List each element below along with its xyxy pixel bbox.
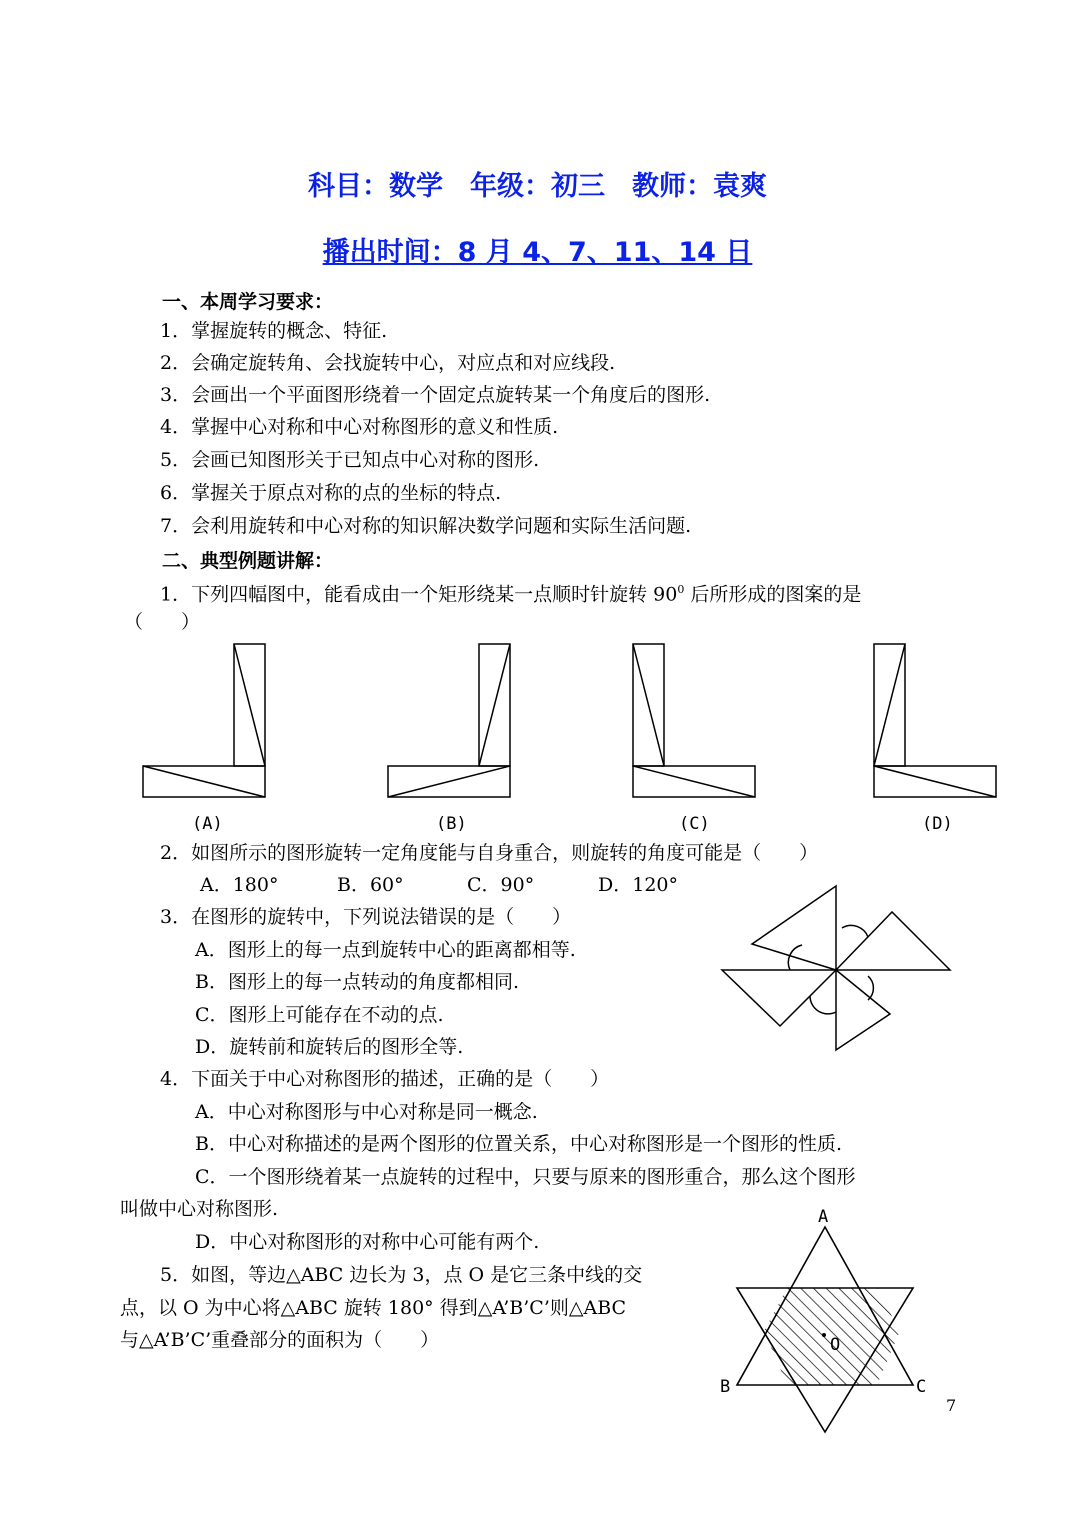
- label-o: O: [830, 1335, 841, 1355]
- pinwheel-figure: [718, 882, 954, 1052]
- q5-line-1: 5．如图，等边△ABC 边长为 3，点 O 是它三条中线的交: [160, 1264, 643, 1286]
- q1-text-part2: 后所形成的图案的是: [684, 583, 862, 606]
- q5-line-2: 点，以 O 为中心将△ABC 旋转 180° 得到△A’B’C’则△ABC: [120, 1297, 627, 1319]
- q1-figure-a: [143, 644, 265, 797]
- page-number: 7: [946, 1396, 957, 1415]
- q4-option-b: B．中心对称描述的是两个图形的位置关系，中心对称图形是一个图形的性质.: [195, 1133, 843, 1155]
- q3-text: 3．在图形的旋转中，下列说法错误的是（ ）: [160, 906, 572, 928]
- broadcast-time: 播出时间：8 月 4、7、11、14 日: [322, 237, 753, 268]
- requirement-1: 1．掌握旋转的概念、特征.: [160, 320, 388, 342]
- q1-figure-d: [874, 644, 996, 797]
- q1-label-c: (C): [679, 814, 710, 834]
- page-title: 科目：数学 年级：初三 教师：袁爽: [308, 171, 767, 202]
- requirement-5: 5．会画已知图形关于已知点中心对称的图形.: [160, 449, 540, 471]
- requirement-7: 7．会利用旋转和中心对称的知识解决数学问题和实际生活问题.: [160, 515, 692, 537]
- q1-blank: （ ）: [124, 611, 201, 633]
- q2-text: 2．如图所示的图形旋转一定角度能与自身重合，则旋转的角度可能是（ ）: [160, 842, 819, 864]
- q1-label-b: (B): [436, 814, 467, 834]
- triangle-figure: [712, 1200, 952, 1445]
- q3-option-c: C．图形上可能存在不动的点.: [195, 1004, 444, 1026]
- q4-option-d: D．中心对称图形的对称中心可能有两个.: [195, 1231, 540, 1253]
- label-b: B: [720, 1377, 731, 1397]
- q1-superscript: 0: [677, 583, 685, 596]
- q1-text: [160, 577, 861, 607]
- q4-text: 4．下面关于中心对称图形的描述，正确的是（ ）: [160, 1068, 610, 1090]
- label-a: A: [818, 1207, 829, 1227]
- q4-option-a: A．中心对称图形与中心对称是同一概念.: [195, 1101, 538, 1123]
- q5-line-3: 与△A’B’C’重叠部分的面积为（ ）: [120, 1329, 440, 1351]
- q3-option-b: B．图形上的每一点转动的角度都相同.: [195, 971, 520, 993]
- q2-option-b: B．60°: [337, 874, 404, 896]
- label-c: C: [916, 1377, 927, 1397]
- q1-figure-c: [633, 644, 755, 797]
- q1-label-a: (A): [192, 814, 223, 834]
- q1-figure-b: [388, 644, 510, 797]
- q3-option-d: D．旋转前和旋转后的图形全等.: [195, 1036, 464, 1058]
- q2-option-c: C．90°: [467, 874, 535, 896]
- requirement-2: 2．会确定旋转角、会找旋转中心，对应点和对应线段.: [160, 352, 616, 374]
- q1-text-part1: 1．下列四幅图中，能看成由一个矩形绕某一点顺时针旋转 90: [160, 583, 678, 606]
- q2-option-a: A．180°: [200, 874, 279, 896]
- requirement-3: 3．会画出一个平面图形绕着一个固定点旋转某一个角度后的图形.: [160, 384, 711, 406]
- requirement-4: 4．掌握中心对称和中心对称图形的意义和性质.: [160, 416, 559, 438]
- q4-option-c-cont: 叫做中心对称图形.: [120, 1198, 279, 1220]
- q1-label-d: (D): [922, 814, 953, 834]
- requirement-6: 6．掌握关于原点对称的点的坐标的特点.: [160, 482, 502, 504]
- q3-option-a: A．图形上的每一点到旋转中心的距离都相等.: [195, 939, 576, 961]
- section1-heading: 一、本周学习要求：: [162, 291, 334, 313]
- q2-option-d: D．120°: [598, 874, 678, 896]
- section2-heading: 二、典型例题讲解：: [162, 550, 334, 572]
- q4-option-c: C．一个图形绕着某一点旋转的过程中，只要与原来的图形重合，那么这个图形: [195, 1166, 856, 1188]
- q1-figures: [0, 638, 1075, 838]
